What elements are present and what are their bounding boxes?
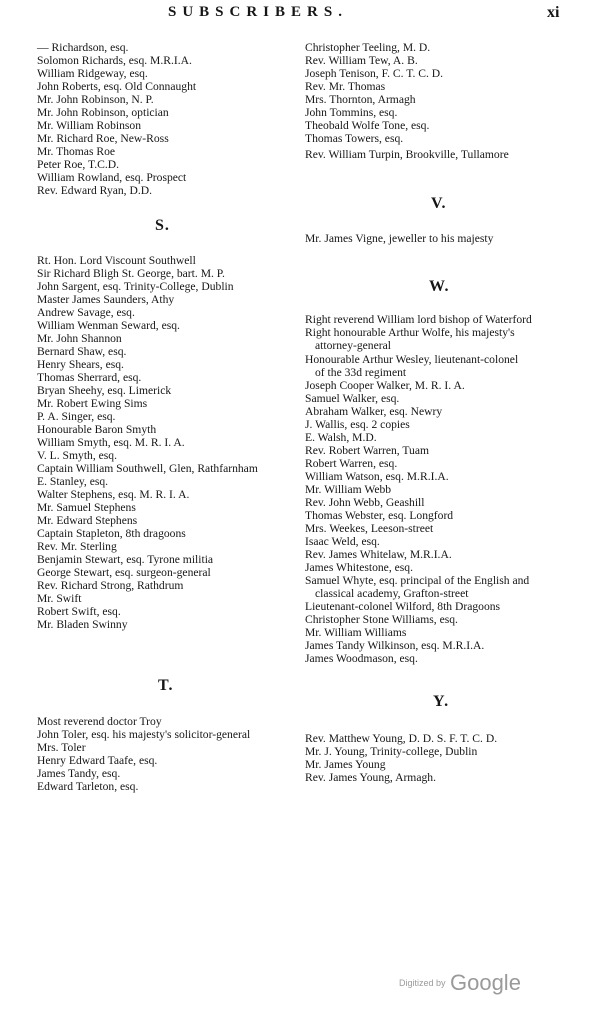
subscriber-entry: P. A. Singer, esq. bbox=[37, 410, 116, 423]
subscriber-entry: — Richardson, esq. bbox=[37, 41, 129, 54]
subscriber-entry: Most reverend doctor Troy bbox=[37, 715, 162, 728]
subscriber-entry: John Sargent, esq. Trinity-College, Dublin bbox=[37, 280, 234, 293]
subscriber-entry: William Wenman Seward, esq. bbox=[37, 319, 180, 332]
subscriber-entry: William Rowland, esq. Prospect bbox=[37, 171, 187, 184]
watermark-prefix: Digitized by bbox=[399, 978, 446, 988]
subscriber-entry: William Smyth, esq. M. R. I. A. bbox=[37, 436, 185, 449]
subscriber-entry: Mr. Samuel Stephens bbox=[37, 501, 136, 514]
subscriber-entry: classical academy, Grafton-street bbox=[315, 587, 469, 600]
running-title: SUBSCRIBERS. bbox=[168, 4, 348, 20]
subscriber-entry: Rev. James Whitelaw, M.R.I.A. bbox=[305, 548, 452, 561]
subscriber-entry: Rev. Mr. Sterling bbox=[37, 540, 117, 553]
subscriber-entry: Edward Tarleton, esq. bbox=[37, 780, 139, 793]
subscriber-entry: Master James Saunders, Athy bbox=[37, 293, 175, 306]
subscriber-entry: V. L. Smyth, esq. bbox=[37, 449, 117, 462]
subscriber-entry: John Roberts, esq. Old Connaught bbox=[37, 80, 197, 93]
subscriber-entry: of the 33d regiment bbox=[315, 366, 407, 379]
subscriber-entry: Walter Stephens, esq. M. R. I. A. bbox=[37, 488, 190, 501]
subscriber-entry: Samuel Walker, esq. bbox=[305, 392, 400, 405]
subscriber-entry: Right honourable Arthur Wolfe, his majesty's bbox=[305, 326, 515, 339]
subscriber-entry: Mr. Bladen Swinny bbox=[37, 618, 128, 631]
subscriber-entry: Right reverend William lord bishop of Waterford bbox=[305, 313, 532, 326]
subscriber-entry: Christopher Stone Williams, esq. bbox=[305, 613, 458, 626]
subscriber-entry: Rev. John Webb, Geashill bbox=[305, 496, 425, 509]
subscriber-entry: Sir Richard Bligh St. George, bart. M. P. bbox=[37, 267, 225, 280]
subscriber-entry: Christopher Teeling, M. D. bbox=[305, 41, 431, 54]
subscriber-entry: Rev. Matthew Young, D. D. S. F. T. C. D. bbox=[305, 732, 498, 745]
subscriber-entry: Mr. Richard Roe, New-Ross bbox=[37, 132, 169, 145]
subscriber-entry: Mr. John Robinson, N. P. bbox=[37, 93, 154, 106]
digitization-watermark bbox=[399, 970, 521, 996]
subscriber-entry: William Ridgeway, esq. bbox=[37, 67, 148, 80]
subscriber-entry: Robert Swift, esq. bbox=[37, 605, 121, 618]
subscriber-entry: Rt. Hon. Lord Viscount Southwell bbox=[37, 254, 196, 267]
subscriber-entry: Benjamin Stewart, esq. Tyrone militia bbox=[37, 553, 214, 566]
subscriber-entry: Peter Roe, T.C.D. bbox=[37, 158, 120, 171]
subscriber-entry: Solomon Richards, esq. M.R.I.A. bbox=[37, 54, 192, 67]
subscriber-entry: Rev. William Tew, A. B. bbox=[305, 54, 418, 67]
subscriber-entry: Mr. William Robinson bbox=[37, 119, 141, 132]
subscriber-entry: Mr. John Shannon bbox=[37, 332, 122, 345]
subscriber-entry: Henry Shears, esq. bbox=[37, 358, 124, 371]
subscriber-entry: Robert Warren, esq. bbox=[305, 457, 398, 470]
section-heading-s: S. bbox=[155, 217, 170, 234]
subscriber-entry: Mr. James Vigne, jeweller to his majesty bbox=[305, 232, 494, 245]
subscriber-entry: Rev. Edward Ryan, D.D. bbox=[37, 184, 153, 197]
subscriber-entry: Mrs. Weekes, Leeson-street bbox=[305, 522, 434, 535]
subscriber-entry: Henry Edward Taafe, esq. bbox=[37, 754, 158, 767]
subscriber-entry: Bernard Shaw, esq. bbox=[37, 345, 127, 358]
section-heading-w: W. bbox=[429, 278, 450, 295]
subscriber-entry: James Whitestone, esq. bbox=[305, 561, 413, 574]
subscriber-entry: Thomas Towers, esq. bbox=[305, 132, 404, 145]
section-heading-v: V. bbox=[431, 195, 447, 212]
subscriber-entry: E. Walsh, M.D. bbox=[305, 431, 377, 444]
subscriber-entry: Isaac Weld, esq. bbox=[305, 535, 380, 548]
subscriber-entry: Abraham Walker, esq. Newry bbox=[305, 405, 443, 418]
subscriber-entry: Rev. Robert Warren, Tuam bbox=[305, 444, 430, 457]
subscriber-entry: Rev. James Young, Armagh. bbox=[305, 771, 436, 784]
subscriber-entry: Mr. William Williams bbox=[305, 626, 407, 639]
subscriber-entry: Mr. Swift bbox=[37, 592, 82, 605]
subscriber-entry: Rev. Richard Strong, Rathdrum bbox=[37, 579, 184, 592]
subscriber-entry: Lieutenant-colonel Wilford, 8th Dragoons bbox=[305, 600, 501, 613]
subscriber-entry: Samuel Whyte, esq. principal of the English and bbox=[305, 574, 530, 587]
subscriber-entry: Mr. James Young bbox=[305, 758, 386, 771]
section-heading-y: Y. bbox=[433, 693, 450, 710]
subscriber-entry: John Toler, esq. his majesty's solicitor-general bbox=[37, 728, 251, 741]
subscriber-entry: Mr. Edward Stephens bbox=[37, 514, 138, 527]
subscriber-entry: Mr. Thomas Roe bbox=[37, 145, 116, 158]
subscriber-entry: Thomas Sherrard, esq. bbox=[37, 371, 142, 384]
subscriber-entry: George Stewart, esq. surgeon-general bbox=[37, 566, 211, 579]
subscriber-entry: Mrs. Thornton, Armagh bbox=[305, 93, 416, 106]
subscriber-entry: Joseph Cooper Walker, M. R. I. A. bbox=[305, 379, 465, 392]
subscriber-entry: William Watson, esq. M.R.I.A. bbox=[305, 470, 449, 483]
subscriber-entry: Mr. J. Young, Trinity-college, Dublin bbox=[305, 745, 478, 758]
subscriber-entry: Mr. Robert Ewing Sims bbox=[37, 397, 148, 410]
subscriber-entry: J. Wallis, esq. 2 copies bbox=[305, 418, 410, 431]
subscriber-entry: Honourable Arthur Wesley, lieutenant-colonel bbox=[305, 353, 519, 366]
subscriber-entry: James Woodmason, esq. bbox=[305, 652, 418, 665]
subscriber-entry: attorney-general bbox=[315, 339, 391, 352]
subscriber-entry: James Tandy, esq. bbox=[37, 767, 121, 780]
subscriber-entry: Thomas Webster, esq. Longford bbox=[305, 509, 454, 522]
subscriber-entry: Captain Stapleton, 8th dragoons bbox=[37, 527, 186, 540]
subscriber-entry: Rev. Mr. Thomas bbox=[305, 80, 386, 93]
subscriber-entry: Bryan Sheehy, esq. Limerick bbox=[37, 384, 172, 397]
subscriber-entry: Rev. William Turpin, Brookville, Tullamore bbox=[305, 148, 509, 161]
subscriber-entry: James Tandy Wilkinson, esq. M.R.I.A. bbox=[305, 639, 485, 652]
subscriber-entry: Mr. John Robinson, optician bbox=[37, 106, 169, 119]
subscriber-entry: Captain William Southwell, Glen, Rathfarnham bbox=[37, 462, 258, 475]
subscriber-entry: John Tommins, esq. bbox=[305, 106, 398, 119]
subscriber-entry: E. Stanley, esq. bbox=[37, 475, 109, 488]
subscriber-entry: Mrs. Toler bbox=[37, 741, 86, 754]
google-logo: Google bbox=[449, 970, 521, 995]
subscriber-entry: Honourable Baron Smyth bbox=[37, 423, 157, 436]
subscriber-entry: Theobald Wolfe Tone, esq. bbox=[305, 119, 430, 132]
subscriber-entry: Andrew Savage, esq. bbox=[37, 306, 135, 319]
section-heading-t: T. bbox=[158, 677, 174, 694]
page-number: xi bbox=[547, 4, 560, 21]
subscriber-entry: Mr. William Webb bbox=[305, 483, 392, 496]
subscriber-entry: Joseph Tenison, F. C. T. C. D. bbox=[305, 67, 444, 80]
